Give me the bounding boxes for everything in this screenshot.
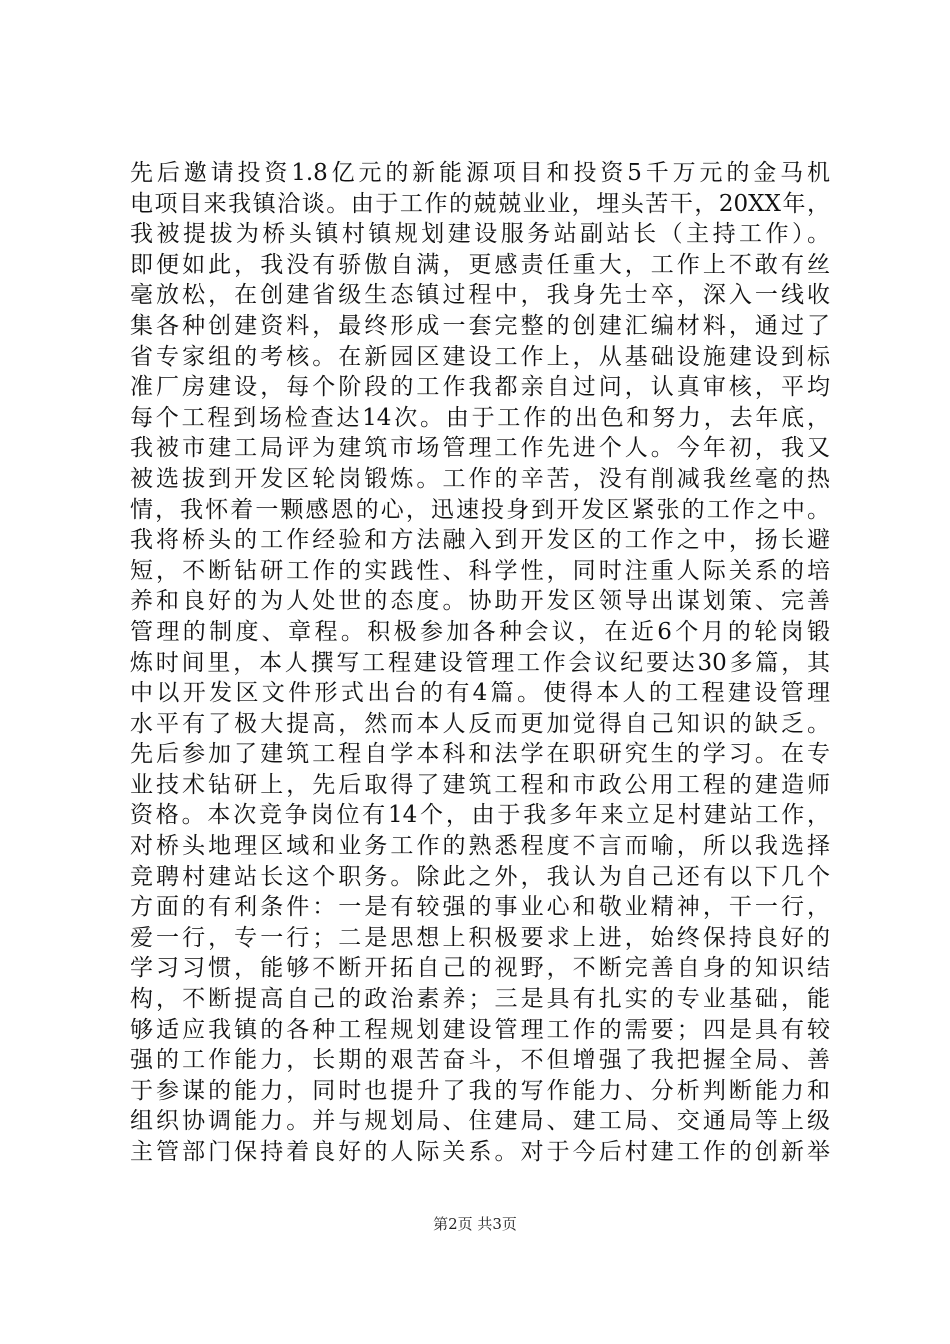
text-line: 于参谋的能力，同时也提升了我的写作能力、分析判断能力和 xyxy=(130,1077,830,1104)
text-line: 水平有了极大提高，然而本人反而更加觉得自己知识的缺乏。 xyxy=(130,710,830,737)
body-paragraph xyxy=(130,158,830,1168)
text-line: 对桥头地理区域和业务工作的熟悉程度不言而喻，所以我选择 xyxy=(130,833,830,860)
text-line: 我被市建工局评为建筑市场管理工作先进个人。今年初，我又 xyxy=(130,435,830,462)
text-line: 主管部门保持着良好的人际关系。对于今后村建工作的创新举 xyxy=(130,1139,830,1165)
text-line: 先后邀请投资1.8亿元的新能源项目和投资5千万元的金马机 xyxy=(130,160,830,186)
text-line: 爱一行，专一行；二是思想上积极要求上进，始终保持良好的 xyxy=(130,924,830,951)
text-line: 管理的制度、章程。积极参加各种会议，在近6个月的轮岗锻 xyxy=(130,618,830,645)
text-line: 每个工程到场检查达14次。由于工作的出色和努力，去年底， xyxy=(130,404,830,431)
text-line: 省专家组的考核。在新园区建设工作上，从基础设施建设到标 xyxy=(130,343,830,370)
text-line: 先后参加了建筑工程自学本科和法学在职研究生的学习。在专 xyxy=(130,741,830,768)
text-line: 学习习惯，能够不断开拓自己的视野，不断完善自身的知识结 xyxy=(130,955,830,982)
text-line: 集各种创建资料，最终形成一套完整的创建汇编材料，通过了 xyxy=(130,312,830,339)
text-line: 够适应我镇的各种工程规划建设管理工作的需要；四是具有较 xyxy=(130,1016,830,1043)
text-line: 方面的有利条件：一是有较强的事业心和敬业精神，干一行， xyxy=(130,894,830,921)
text-line: 短，不断钻研工作的实践性、科学性，同时注重人际关系的培 xyxy=(130,557,830,584)
text-line: 养和良好的为人处世的态度。协助开发区领导出谋划策、完善 xyxy=(130,588,830,615)
text-line: 准厂房建设，每个阶段的工作我都亲自过问，认真审核，平均 xyxy=(130,374,830,401)
text-line: 即便如此，我没有骄傲自满，更感责任重大，工作上不敢有丝 xyxy=(130,251,830,278)
text-line: 毫放松，在创建省级生态镇过程中，我身先士卒，深入一线收 xyxy=(130,282,830,309)
text-line: 业技术钻研上，先后取得了建筑工程和市政公用工程的建造师 xyxy=(130,771,830,798)
text-line: 电项目来我镇洽谈。由于工作的兢兢业业，埋头苦干，20XX年， xyxy=(130,190,830,217)
text-line: 构，不断提高自己的政治素养；三是具有扎实的专业基础，能 xyxy=(130,986,830,1013)
text-line: 情，我怀着一颗感恩的心，迅速投身到开发区紧张的工作之中。 xyxy=(130,496,830,523)
text-line: 强的工作能力，长期的艰苦奋斗，不但增强了我把握全局、善 xyxy=(130,1047,830,1074)
text-line: 组织协调能力。并与规划局、住建局、建工局、交通局等上级 xyxy=(130,1108,830,1135)
text-line: 炼时间里，本人撰写工程建设管理工作会议纪要达30多篇，其 xyxy=(130,649,830,676)
text-line: 被选拔到开发区轮岗锻炼。工作的辛苦，没有削减我丝毫的热 xyxy=(130,465,830,492)
text-line: 竞聘村建站长这个职务。除此之外，我认为自己还有以下几个 xyxy=(130,863,830,890)
page-number-footer: 第2页 共3页 xyxy=(433,1215,517,1233)
text-line: 资格。本次竞争岗位有14个，由于我多年来立足村建站工作， xyxy=(130,802,830,829)
text-line: 我被提拔为桥头镇村镇规划建设服务站副站长（主持工作）。 xyxy=(130,221,830,248)
text-line: 中以开发区文件形式出台的有4篇。使得本人的工程建设管理 xyxy=(130,680,830,707)
text-line: 我将桥头的工作经验和方法融入到开发区的工作之中，扬长避 xyxy=(130,527,830,554)
